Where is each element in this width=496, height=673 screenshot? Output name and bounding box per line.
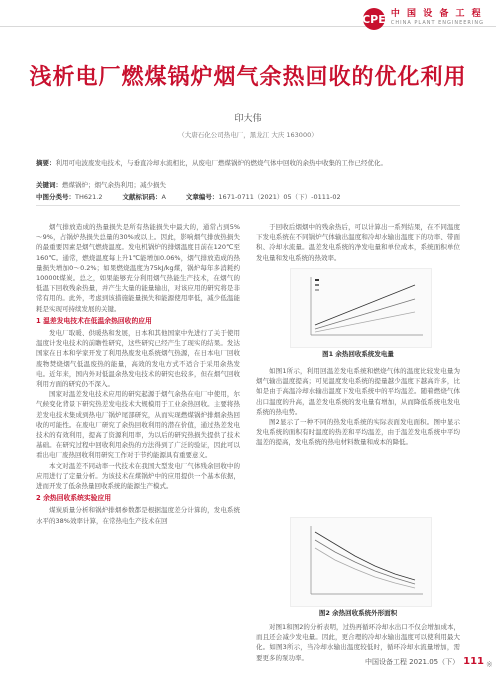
abstract-text: 利用可电波废发电技术，与垂直冷却水流相比，从废电厂燃煤锅炉的燃烧气体中回收的余热中收集的工作已经优化。 xyxy=(55,159,387,167)
abstract xyxy=(36,158,460,168)
journal-logo-icon: CPE xyxy=(363,8,385,30)
class-label: 中图分类号： xyxy=(36,193,75,201)
paragraph: 对图1和图2的分析表明，过热再循环冷却水出口不仅会增加成本，而且还会减少发电量。因此，更合理的冷却水输出温度可以使利用最大化。如图3所示，当冷却水输出温度较低时，循环冷却水流量增加，需要更多的泵功率。 xyxy=(256,623,460,662)
figure-2-plot xyxy=(291,518,431,606)
right-column-middle xyxy=(256,366,460,448)
journal-brand xyxy=(363,8,484,30)
paragraph: 国家对温差发电技术应用的研究起源于烟气余热在电厂中使用，尔气候变化背景下研究热差发电技术大规模用于工业余热回收。主要将热差发电技术集成到热电厂锅炉尾部研究，从而实现燃煤锅炉排烟余热回收的可能性。在废电厂研究了余热回收利用的潜在价值，通过热差发电技术的有效利用，提高了资源利用率，为以后的研究热损失提供了技术基础。在研究过程中回收利用余热的方法得到了广泛的验证，因此可以看出电厂废热回收利用研究工作对于节约能源具有重要意义。 xyxy=(36,390,240,460)
divider xyxy=(36,205,460,206)
figure-2-caption: 图2 余热回收系统外形面积 xyxy=(318,609,398,617)
left-column xyxy=(36,222,240,526)
paragraph: 发电厂取暖、供暖热和发展，日本和其他国家中先进行了关于使用温度计发电技术的前瞻性研究，这些研究已经产生了现实的结果。发达国家在日本和学家开发了利用热废发电系统烟气热源，在日本电厂回收废物焚烧烟气低温废热的能量，高效的发电方式不适合于采用余热发电。近年来，国内外对低温余热发电技术的研究也较多，但在烟气回收利用方面的研究仍不深入。 xyxy=(36,329,240,389)
page-number: 111 xyxy=(463,656,484,667)
figure-1-caption: 图1 余热回收系统发电量 xyxy=(322,350,394,358)
affiliation: （大唐石化公司热电厂，黑龙江 大庆 163000） xyxy=(178,131,318,139)
class-value: TH621.2 xyxy=(75,193,103,201)
figure-1-plot xyxy=(291,269,431,347)
paragraph: 如图1所示，利用回温差发电系统和燃烧气体的温度比较发电量为烟气输出温度提高；可见温度发电系统的提量越少温度下越高许多，比如是由于高温冷却水输出温度下发电系统中的平均温差。随着燃烧气体出口温度的升高，温差发电系统的发电量有增加，从而降低系统电发电系统的热电势。 xyxy=(256,367,460,416)
keywords-label: 关键词： xyxy=(36,181,62,189)
journal-name-cn: 中 国 设 备 工 程 xyxy=(390,9,483,19)
page-title: 浅析电厂燃煤锅炉烟气余热回收的优化利用 xyxy=(29,65,467,90)
keywords-text: 燃煤锅炉；烟气余热利用；减少损失 xyxy=(62,181,166,189)
author: 印大伟 xyxy=(234,114,262,124)
paragraph: 于回收后烟烟中的残余热后，可以计算出一系列结果，在不同温度下发电系统在不同锅炉气体输出温度和冷却水输出温度下的功率、带面积、冷却水流量。温差发电系统的净发电量和单位成本，系统面积单位发电量和发电系统的热效率。 xyxy=(256,223,460,262)
classification-line xyxy=(36,192,460,202)
figure-2 xyxy=(290,517,432,607)
paragraph: 烟气排放造成的热量损失是所有热能损失中最大的，通常占到5%～9%，占锅炉热损失总量的30%或以上。因此，影响烟气排放热损失的最重要因素是烟气燃烧温度。发电机锅炉的排烟温度目前在120℃至160℃。通常，燃烧温度每上升1℃能增加0.06%，烟气排放造成的热量损失增加0～0.2%；如果燃烧温度为75kJ/kg煤，锅炉每年多消耗约10000t煤炭。总之，如果能够充分利用烟气热能生产技术，在烟气的低温下回收残余热量，并产生大量的能量输出，对该应用的研究将是非常有用的。此外，考虑到该措施能量损失和能源使用率低，减少低温能耗是实现可持续发展的关键。 xyxy=(36,223,240,313)
journal-header xyxy=(0,0,496,27)
keywords xyxy=(36,180,460,190)
page-footer xyxy=(0,656,484,667)
footer-journal: 中国设备工程 2021.05（下） xyxy=(364,658,460,666)
journal-name-en: CHINA PLANT ENGINEERING xyxy=(390,20,484,26)
paragraph: 本文对温差不同动率一代技术在我国大型发电厂气体残余回收中的应用进行了定量分析。为该技术在煤锅炉中的应用提供一个基本依据，进而开发了低余热量回收系统的能源生产模式。 xyxy=(36,461,240,491)
abstract-label: 摘要： xyxy=(36,159,56,167)
paragraph: 图2显示了一种不同的热发电系统的实际表面发电面积。图中显示发电系统的面积有时温度的热差和平均温差，由于温差发电系统中平均温差的提高，发电系统的热电材料数量和成本的降低。 xyxy=(256,418,460,447)
doc-code-label: 文献标识码： xyxy=(122,193,162,201)
doc-code-value: A xyxy=(161,193,166,201)
article-label: 文章编号： xyxy=(185,193,219,201)
figure-1 xyxy=(290,268,432,348)
paragraph: 煤炭质量分析和锅炉排烟参数都是根据温度差分计算的，发电系统水平的38%效率计算，在常热电生产技术在回 xyxy=(36,506,240,525)
article-value: 1671-0711（2021）05（下）-0111-02 xyxy=(218,193,341,201)
section-heading: 1 温差发电技术在低温余热回收的应用 xyxy=(36,316,152,325)
section-heading: 2 余热回收系统实验应用 xyxy=(36,494,112,503)
corner-mark: ※ xyxy=(486,660,493,669)
right-column-top xyxy=(256,222,460,263)
